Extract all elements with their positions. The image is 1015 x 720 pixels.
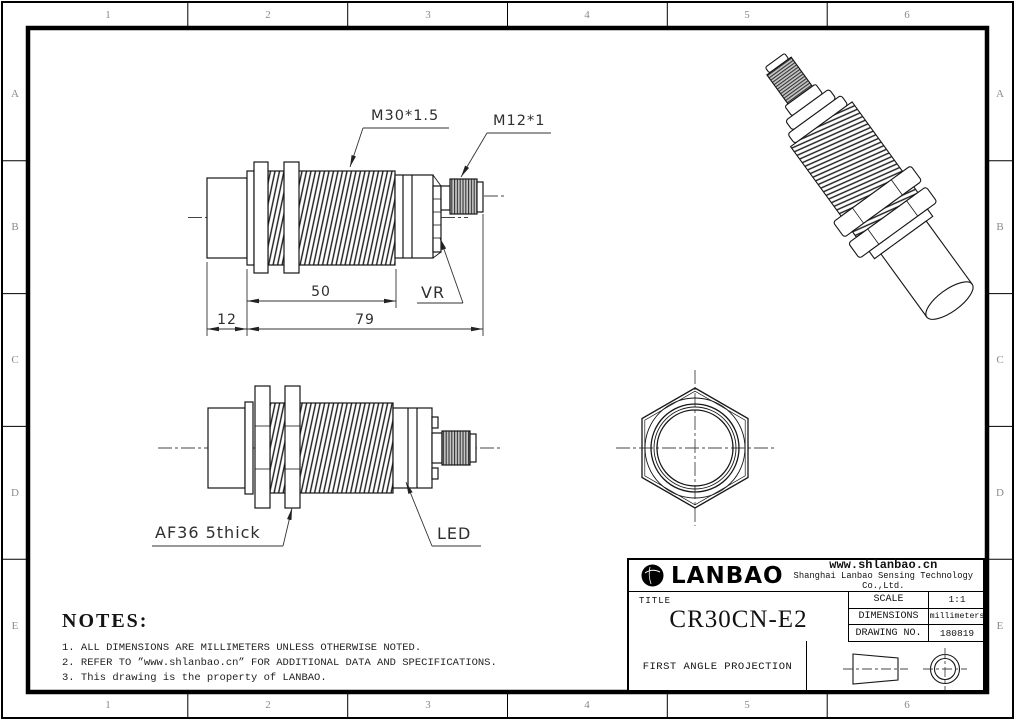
zone-number: 5 [744,9,750,21]
title-label: TITLE [639,596,672,606]
zone-number: 4 [584,9,590,21]
zone-letter: A [11,88,19,100]
zone-letter: C [996,354,1004,366]
notes-heading: NOTES: [62,610,149,632]
note-line: 1. ALL DIMENSIONS ARE MILLIMETERS UNLESS OTHERWISE NOTED. [62,642,422,654]
zone-letter: E [11,620,19,632]
zone-letter: D [996,487,1004,499]
side-view-top [188,162,506,273]
vr-window [433,175,441,258]
zone-letter: C [11,354,19,366]
zone-number: 2 [265,699,271,711]
zone-number: 1 [105,9,111,21]
notes [62,610,532,686]
label-vr: VR [421,283,446,302]
projection-cell [629,641,807,692]
zone-number: 4 [584,699,590,711]
zone-number: 6 [904,9,910,21]
drawing-no-label: DRAWING NO. [849,625,929,641]
zone-letter: A [996,88,1004,100]
note-line: 3. This drawing is the property of LANBAO. [62,672,327,684]
title-block-header [629,560,983,592]
part-number: CR30CN-E2 [669,606,808,633]
zone-number: 3 [425,699,431,711]
zone-number: 1 [105,699,111,711]
zone-letter: D [11,487,19,499]
front-view [616,370,774,526]
isometric-view [736,32,995,338]
projection-symbols [807,641,983,692]
company-name: Shanghai Lanbao Sensing Technology Co.,Ltd. [793,571,974,592]
first-angle-projection-icon [807,641,983,692]
scale-value: 1:1 [929,592,985,609]
logo-wordmark: LANBAO [671,562,784,589]
zone-letter: B [11,221,19,233]
dim-body-length: 79 [355,312,375,328]
company-info [784,559,983,592]
scale-label: SCALE [849,592,929,609]
title-block [627,558,985,692]
label-thread-m30: M30*1.5 [371,108,440,124]
dimensions-value: millimeters [929,609,985,626]
dimensions-label: DIMENSIONS [849,609,929,626]
zone-letter: B [996,221,1004,233]
zone-letter: E [996,620,1004,632]
dim-head-length: 12 [217,312,237,328]
label-led: LED [437,524,472,543]
side-view-bottom [158,386,500,508]
label-nut-af36: AF36 5thick [155,523,261,542]
lanbao-logo [629,563,784,589]
zone-number: 5 [744,699,750,711]
logo-globe-icon [641,564,664,587]
zone-number: 3 [425,9,431,21]
title-cell [629,592,849,641]
projection-text: FIRST ANGLE PROJECTION [642,660,793,673]
note-line: 2. REFER TO ”www.shlanbao.cn” FOR ADDITIONAL DATA AND SPECIFICATIONS. [62,657,497,669]
label-thread-m12: M12*1 [493,113,546,129]
zone-number: 2 [265,9,271,21]
dim-thread-length: 50 [311,284,331,300]
zone-number: 6 [904,699,910,711]
title-block-grid [849,592,985,641]
website: www.shlanbao.cn [829,558,938,573]
drawing-no-value: 180819 [939,627,975,639]
